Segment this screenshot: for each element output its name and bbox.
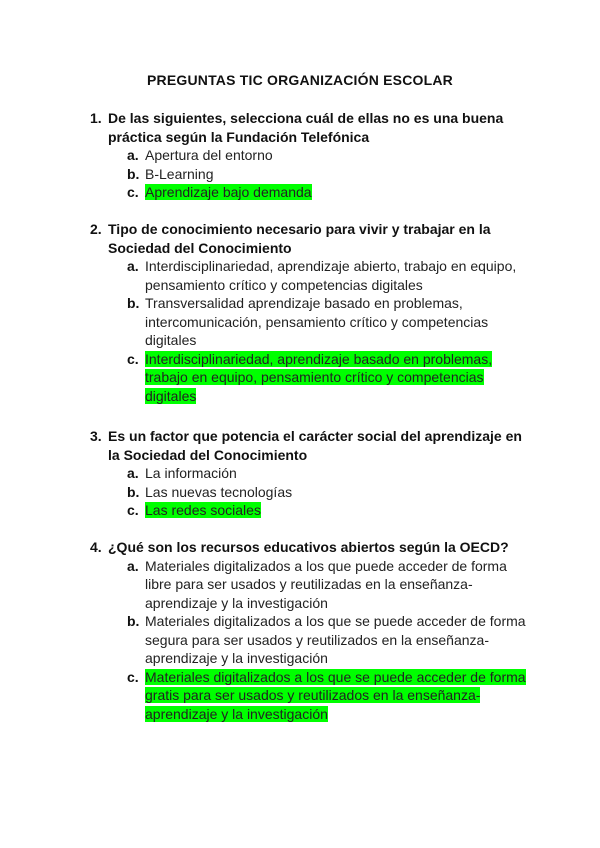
question-text: De las siguientes, selecciona cuál de ellas no es una buena práctica según la Fundación Telefónica [108, 110, 504, 145]
question-4 [90, 538, 530, 723]
option-letter: c. [127, 502, 139, 518]
option-text: Apertura del entorno [145, 147, 273, 163]
option-text: Interdisciplinariedad, aprendizaje abierto, trabajo en equipo, pensamiento crítico y competencias digitales [145, 258, 517, 293]
answer-options [90, 257, 530, 405]
option-letter: c. [127, 668, 139, 685]
question-number: 2. [90, 221, 102, 237]
option-a [90, 146, 530, 165]
highlighted-answer: Materiales digitalizados a los que se puede acceder de forma gratis para ser usados y reutilizados en la enseñanza-aprendizaje y la investigación [145, 668, 526, 722]
question-number: 3. [90, 428, 102, 444]
highlighted-answer: Aprendizaje bajo demanda [145, 184, 312, 200]
question-text: Es un factor que potencia el carácter social del aprendizaje en la Sociedad del Conocimiento [108, 428, 522, 463]
answer-options [90, 146, 530, 202]
option-text: Materiales digitalizados a los que se puede acceder de forma segura para ser usados y reutilizados en la enseñanza-aprendizaje y la investigación [145, 613, 526, 666]
option-letter: b. [127, 483, 140, 500]
answer-options [90, 464, 530, 520]
answer-options [90, 557, 530, 724]
option-text: La información [145, 465, 237, 481]
highlighted-answer: Las redes sociales [145, 502, 261, 518]
option-c-correct [90, 183, 530, 202]
option-letter: b. [127, 295, 140, 311]
question-text: ¿Qué son los recursos educativos abiertos según la OECD? [108, 539, 509, 555]
option-letter: c. [127, 350, 139, 367]
option-c-correct [90, 668, 530, 724]
option-text: B-Learning [145, 165, 214, 182]
option-a [90, 257, 530, 294]
option-a [90, 557, 530, 613]
question-heading [90, 427, 530, 464]
option-b [90, 612, 530, 668]
option-letter: a. [127, 465, 139, 481]
document-title: PREGUNTAS TIC ORGANIZACIÓN ESCOLAR [147, 72, 453, 88]
highlighted-answer: Interdisciplinariedad, aprendizaje basado en problemas, trabajo en equipo, pensamiento crítico y competencias digitales [145, 350, 493, 404]
question-heading [90, 220, 530, 257]
question-heading [90, 109, 530, 146]
question-2 [90, 220, 530, 405]
option-letter: a. [127, 258, 139, 274]
option-letter: a. [127, 147, 139, 163]
option-text: Materiales digitalizados a los que puede acceder de forma libre para ser usados y reutilizadas en la enseñanza-aprendizaje y la investigación [145, 557, 507, 611]
option-letter: b. [127, 165, 140, 182]
option-text: Transversalidad aprendizaje basado en problemas, intercomunicación, pensamiento crítico y competencias digitales [145, 295, 489, 348]
option-c-correct [90, 501, 530, 520]
option-b [90, 294, 530, 350]
option-letter: b. [127, 613, 140, 629]
question-number: 4. [90, 539, 102, 555]
option-c-correct [90, 350, 530, 406]
question-3 [90, 427, 530, 520]
option-text: Las nuevas tecnologías [145, 483, 293, 500]
question-text: Tipo de conocimiento necesario para vivir y trabajar en la Sociedad del Conocimiento [108, 221, 491, 256]
question-heading [90, 538, 530, 557]
question-number: 1. [90, 110, 102, 126]
option-b [90, 165, 530, 184]
question-1 [90, 109, 530, 202]
option-letter: c. [127, 184, 139, 200]
option-a [90, 464, 530, 483]
option-b [90, 483, 530, 502]
option-letter: a. [127, 557, 139, 574]
